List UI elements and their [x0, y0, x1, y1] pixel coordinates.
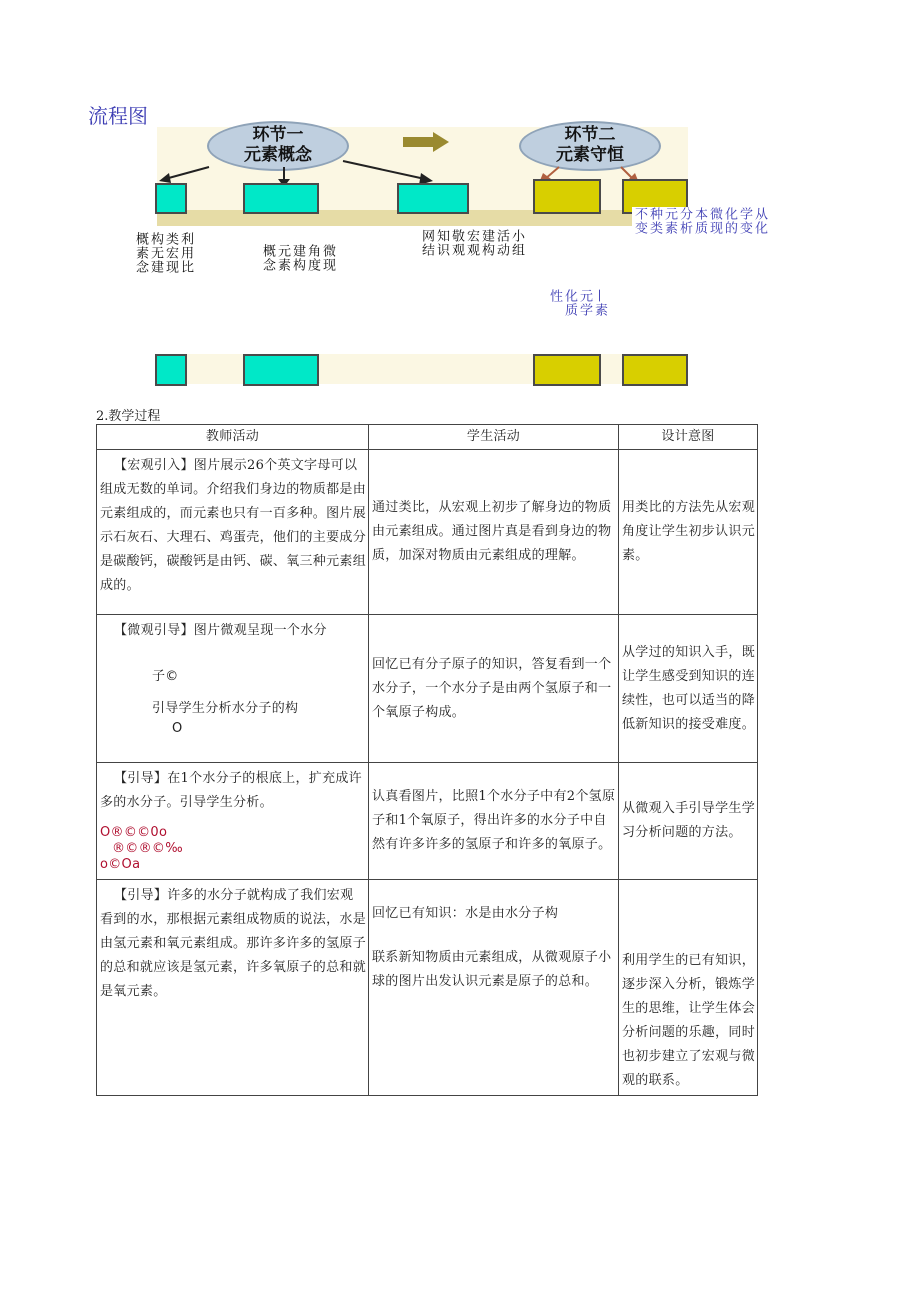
stage-two-line1: 环节二	[564, 125, 616, 145]
row2-teacher-line: 引导学生分析水分子的构	[152, 701, 299, 716]
flow-col3-line: 网结	[419, 229, 434, 257]
flow-col2-line: 角度	[305, 244, 320, 272]
flow-col5-line: 本质	[692, 207, 707, 235]
flow-col3-line: 小组	[509, 229, 524, 257]
flow-col5-line: 从化	[752, 207, 767, 235]
flow-col5-line: 化的	[722, 207, 737, 235]
row4-intent: 利用学生的已有知识，逐步深入分析，锻炼学生的思维，让学生体会分析问题的乐趣，同时也初步建立了宏观与微观的联系。	[619, 880, 758, 1096]
flow-column-5	[632, 207, 767, 235]
flow-col3-line: 建构	[479, 229, 494, 257]
cyan-box-2-bottom	[243, 354, 319, 386]
flow-col4-line: 元学	[577, 289, 592, 317]
flow-column-1	[133, 232, 193, 274]
row3-teacher	[97, 763, 369, 880]
header-intent: 设计意图	[619, 425, 758, 450]
flow-col3-line: 敬观	[449, 229, 464, 257]
flow-column-3	[419, 229, 524, 257]
flow-column-4	[547, 289, 607, 317]
row1-student: 通过类比，从宏观上初步了解身边的物质由元素组成。通过图片真是看到身边的物质，加深对物质由元素组成的理解。	[369, 450, 619, 615]
flow-col5-line: 不变	[632, 207, 647, 235]
row4-teacher: 【引导】许多的水分子就构成了我们宏观看到的水，那根据元素组成物质的说法，水是由氢元素和氧元素组成。那许多许多的氢原子的总和就应该是氢元素，许多氧原子的总和就是氧元素。	[97, 880, 369, 1096]
flowchart-title: 流程图	[88, 104, 148, 128]
flow-col5-line: 种类	[647, 207, 662, 235]
flow-col3-line: 知识	[434, 229, 449, 257]
cyan-box-1-bottom	[155, 354, 187, 386]
table-row	[97, 880, 758, 1096]
flow-col2-line: 概念	[260, 244, 275, 272]
molecule-line: o©Oa	[100, 857, 141, 872]
table-row	[97, 615, 758, 763]
flow-col1-line: 构无建	[148, 232, 163, 274]
row4-student-line: 回忆已有知识：水是由水分子构	[372, 906, 559, 921]
flow-col2-line: 元素	[275, 244, 290, 272]
flow-col4-line: —素	[592, 289, 607, 317]
flow-col4-line: 性	[547, 289, 562, 303]
arrow-left-icon	[165, 167, 209, 179]
row3-intent: 从微观入手引导学生学习分析问题的方法。	[619, 763, 758, 880]
row2-teacher-line: O	[172, 721, 183, 736]
cyan-box-1-top	[155, 183, 187, 214]
flow-col2-line: 建构	[290, 244, 305, 272]
row3-student: 认真看图片，比照1个水分子中有2个氢原子和1个氧原子，得出许多的水分子中自然有许多许多的氢原子和许多的氧原子。	[369, 763, 619, 880]
row3-teacher-line: 【引导】在1个水分子的根底上，扩充成许多的水分子。引导学生分析。	[100, 771, 362, 810]
row2-teacher	[97, 615, 369, 763]
flow-col4-line: 化质	[562, 289, 577, 317]
header-teacher: 教师活动	[97, 425, 369, 450]
table-row	[97, 763, 758, 880]
molecule-icon	[100, 825, 366, 873]
stage-two-line2: 元素守恒	[556, 145, 624, 165]
flow-col3-line: 活动	[494, 229, 509, 257]
row1-intent: 用类比的方法先从宏观角度让学生初步认识元素。	[619, 450, 758, 615]
row4-student-line: 联系新知物质由元素组成，从微观原子小球的图片出发认识元素是原子的总和。	[372, 950, 612, 989]
cyan-box-2-top	[243, 183, 319, 214]
arrow-left-head-icon	[159, 173, 171, 183]
table-header-row	[97, 425, 758, 450]
flowchart-image	[133, 125, 767, 384]
flow-col2-line: 微现	[320, 244, 335, 272]
stage-one-line2: 元素概念	[244, 145, 312, 165]
row2-intent: 从学过的知识入手，既让学生感受到知识的连续性，也可以适当的降低新知识的接受难度。	[619, 615, 758, 763]
flow-col1-line: 利用比	[178, 232, 193, 274]
arrow-right-icon	[343, 161, 425, 179]
molecule-line: ®©®©‰	[112, 841, 183, 856]
flow-col5-line: 学变	[737, 207, 752, 235]
flow-col3-line: 宏观	[464, 229, 479, 257]
yellow-box-2-bottom	[622, 354, 688, 386]
row2-teacher-line: 子©	[152, 669, 179, 684]
flow-col1-line: 类宏现	[163, 232, 178, 274]
yellow-box-1-top	[533, 179, 601, 214]
flow-col5-line: 分析	[677, 207, 692, 235]
table-row	[97, 450, 758, 615]
molecule-line: O®©©0o	[100, 825, 168, 840]
header-student: 学生活动	[369, 425, 619, 450]
section-title: 2.教学过程	[96, 409, 161, 424]
flow-column-2	[260, 244, 335, 272]
stage-one-line1: 环节一	[252, 125, 304, 145]
flow-col5-line: 微现	[707, 207, 722, 235]
flow-col5-line: 元素	[662, 207, 677, 235]
row4-student	[369, 880, 619, 1096]
flow-col1-line: 概素念	[133, 232, 148, 274]
row2-teacher-line: 【微观引导】图片微观呈现一个水分	[114, 623, 327, 638]
row1-teacher: 【宏观引入】图片展示26个英文字母可以组成无数的单词。介绍我们身边的物质都是由元素组成的，而元素也只有一百多种。图片展示石灰石、大理石、鸡蛋壳，他们的主要成分是碳酸钙，碳酸钙是由钙、碳、氧三种元素组成的。	[97, 450, 369, 615]
teaching-process-table	[96, 424, 758, 1096]
yellow-box-1-bottom	[533, 354, 601, 386]
cyan-box-3-top	[397, 183, 469, 214]
row2-student: 回忆已有分子原子的知识，答复看到一个水分子，一个水分子是由两个氢原子和一个氧原子构成。	[369, 615, 619, 763]
